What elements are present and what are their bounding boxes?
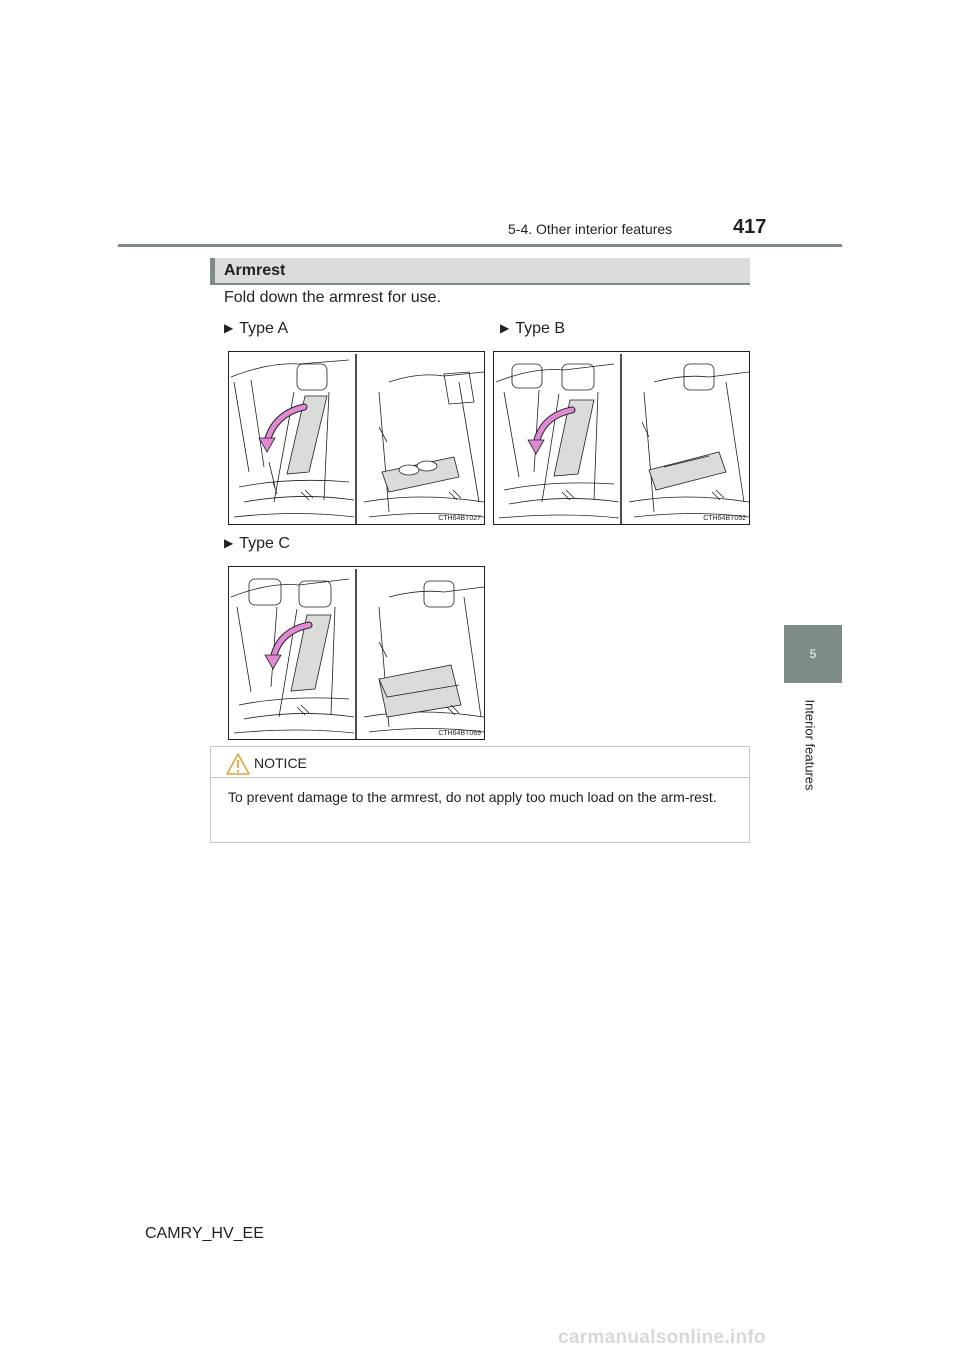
figure-code: CTH64BT052: [703, 515, 746, 522]
header-divider: [118, 244, 842, 247]
section-heading-accent: [210, 258, 215, 285]
figure-code: CTH64BT069: [438, 730, 481, 737]
figure-type-c-illustration: [229, 567, 484, 739]
section-heading-bar: [210, 258, 750, 285]
figure-type-b-illustration: [494, 352, 749, 524]
type-a-label: ▶ Type A: [224, 320, 289, 337]
figure-type-c: [228, 566, 485, 740]
notice-title: NOTICE: [254, 755, 307, 771]
figure-type-a: [228, 351, 485, 525]
type-c-label: ▶ Type C: [224, 535, 290, 552]
figure-code: CTH64BT027: [438, 515, 481, 522]
chapter-title: [760, 690, 860, 800]
armrest-down-shape: [649, 452, 726, 490]
header-section-title: 5-4. Other interior features: [508, 221, 673, 237]
triangle-right-icon: ▶: [224, 536, 234, 550]
chapter-number: 5: [809, 647, 817, 661]
triangle-right-icon: ▶: [224, 321, 234, 335]
chapter-title-text: Interior features: [802, 699, 818, 791]
page-number: 417: [733, 216, 767, 238]
chapter-tab[interactable]: [784, 625, 842, 683]
triangle-right-icon: ▶: [500, 321, 510, 335]
notice-divider: [211, 777, 749, 778]
figure-type-a-illustration: [229, 352, 484, 524]
type-b-label: ▶ Type B: [500, 320, 566, 337]
section-title: Armrest: [224, 262, 286, 279]
watermark[interactable]: carmanualsonline.info: [558, 1327, 766, 1348]
notice-text: To prevent damage to the armrest, do not apply too much load on the arm-rest.: [228, 789, 717, 805]
footer-model: CAMRY_HV_EE: [145, 1225, 264, 1242]
figure-type-b: [493, 351, 750, 525]
warning-triangle-icon: [225, 752, 251, 776]
section-intro: Fold down the armrest for use.: [224, 289, 441, 306]
